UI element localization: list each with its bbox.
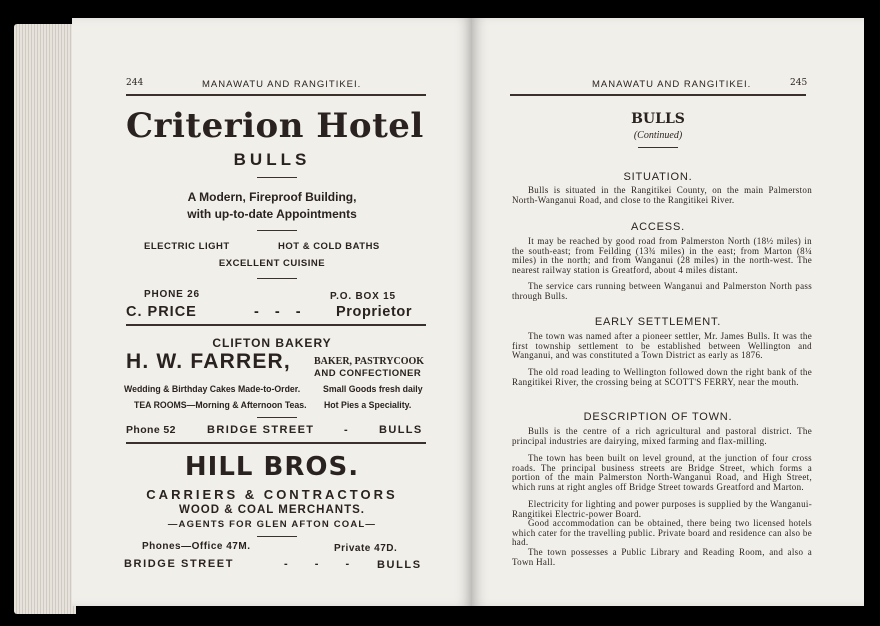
access-heading: ACCESS. [631,221,685,233]
bakery-line-1-right: Small Goods fresh daily [323,384,423,395]
left-page-number: 244 [126,78,144,88]
bakery-phone: Phone 52 [126,424,176,436]
bakery-street: BRIDGE STREET [207,424,315,436]
criterion-po-box: P.O. BOX 15 [330,291,396,302]
criterion-phone: PHONE 26 [144,289,200,300]
criterion-tagline-2: with up-to-date Appointments [187,207,357,221]
criterion-feature-3: EXCELLENT CUISINE [218,258,326,269]
short-rule [257,536,297,537]
bakery-town: BULLS [379,424,423,436]
short-rule [257,177,297,178]
hill-line-1: CARRIERS & CONTRACTORS [146,487,398,502]
bakery-line-1-left: Wedding & Birthday Cakes Made-to-Order. [124,384,301,395]
access-paragraph-2: The service cars running between Wanganui and Palmerston North pass through Bulls. [512,281,812,301]
bakery-trade-1: BAKER, PASTRYCOOK [314,356,425,367]
criterion-feature-1: ELECTRIC LIGHT [144,241,230,252]
description-paragraph-3: Electricity for lighting and power purposes is supplied by the Wanganui-Rangitikei Electric-power Board. [512,499,812,519]
header-rule [126,94,426,96]
town-subtitle: (Continued) [633,130,683,141]
bakery-dash: - [344,424,348,436]
description-paragraph-5: The town possesses a Public Library and Reading Room, and also a Town Hall. [512,547,812,567]
situation-paragraph: Bulls is situated in the Rangitikei County, on the main Palmerston North-Wanganui Road, and close to the Rangitikei River. [512,185,812,205]
hill-bros-title: HILL BROS. [184,452,360,482]
criterion-tagline-1: A Modern, Fireproof Building, [187,190,357,204]
hill-town: BULLS [377,559,422,571]
bakery-line-2-right: Hot Pies a Speciality. [324,400,412,411]
hill-dashes: - - - [284,558,362,570]
description-paragraph-2: The town has been built on level ground, at the junction of four cross roads. The principal business streets are Bridge Street, which forms a portion of the main Palmerston North-Wanganui Road, and High Street, which runs at right angles off Bridge Street towards Greatford and Marton. [512,453,812,492]
section-rule [126,324,426,326]
early-settlement-paragraph-1: The town was named after a pioneer settler, Mr. James Bulls. It was the first township settlement to be established between Wellington and Wanganui, and was constituted a Town District as early as 1876. [512,331,812,361]
early-settlement-paragraph-2: The old road leading to Wellington followed down the right bank of the Rangitikei River, the crossing being at SCOTT'S FERRY, near the mouth. [512,367,812,387]
access-paragraph-1: It may be reached by good road from Palmerston North (18½ miles) in the south-east; from Feilding (13¾ miles) in the east; from Marton (8¼ miles) in the north; and from Wanganui (28 miles) in the north-west. The nearest railway station is Greatford, about 4 miles distant. [512,236,812,275]
criterion-owner: C. PRICE [126,304,197,320]
short-rule [257,417,297,418]
bakery-line-2-left: TEA ROOMS—Morning & Afternoon Teas. [134,400,307,411]
right-page-number: 245 [790,78,808,88]
short-rule [638,147,678,148]
header-rule [510,94,806,96]
bakery-name: CLIFTON BAKERY [212,336,332,350]
hill-private: Private 47D. [334,543,398,554]
criterion-dashes: - - - [254,304,307,320]
description-paragraph-1: Bulls is the centre of a rich agricultural and pastoral district. The principal industries are dairying, mixed farming and flax-milling. [512,426,812,446]
section-rule [126,442,426,444]
early-settlement-heading: EARLY SETTLEMENT. [594,316,722,328]
description-heading: DESCRIPTION OF TOWN. [583,411,733,423]
hill-street: BRIDGE STREET [124,558,235,570]
description-paragraph-4: Good accommodation can be obtained, there being two licensed hotels which cater for the travelling public. Private board and residence can also be had. [512,518,812,548]
open-book [14,14,866,610]
hill-phones: Phones—Office 47M. [142,541,251,552]
short-rule [257,278,297,279]
hill-line-2: WOOD & COAL MERCHANTS. [179,504,365,516]
left-running-header: MANAWATU AND RANGITIKEI. [202,79,362,90]
right-running-header: MANAWATU AND RANGITIKEI. [592,79,752,90]
criterion-feature-2: HOT & COLD BATHS [278,241,380,252]
situation-heading: SITUATION. [623,171,693,183]
town-title: BULLS [631,111,685,127]
criterion-hotel-title: Criterion Hotel [126,106,424,146]
criterion-owner-title: Proprietor [336,304,413,320]
short-rule [257,230,297,231]
bakery-owner: H. W. FARRER, [126,350,291,373]
hill-line-3: —AGENTS FOR GLEN AFTON COAL— [167,519,377,530]
criterion-town: BULLS [233,150,311,169]
page-edges [14,24,76,614]
left-page [72,18,472,606]
bakery-trade-2: AND CONFECTIONER [314,368,422,379]
right-page [472,18,864,606]
